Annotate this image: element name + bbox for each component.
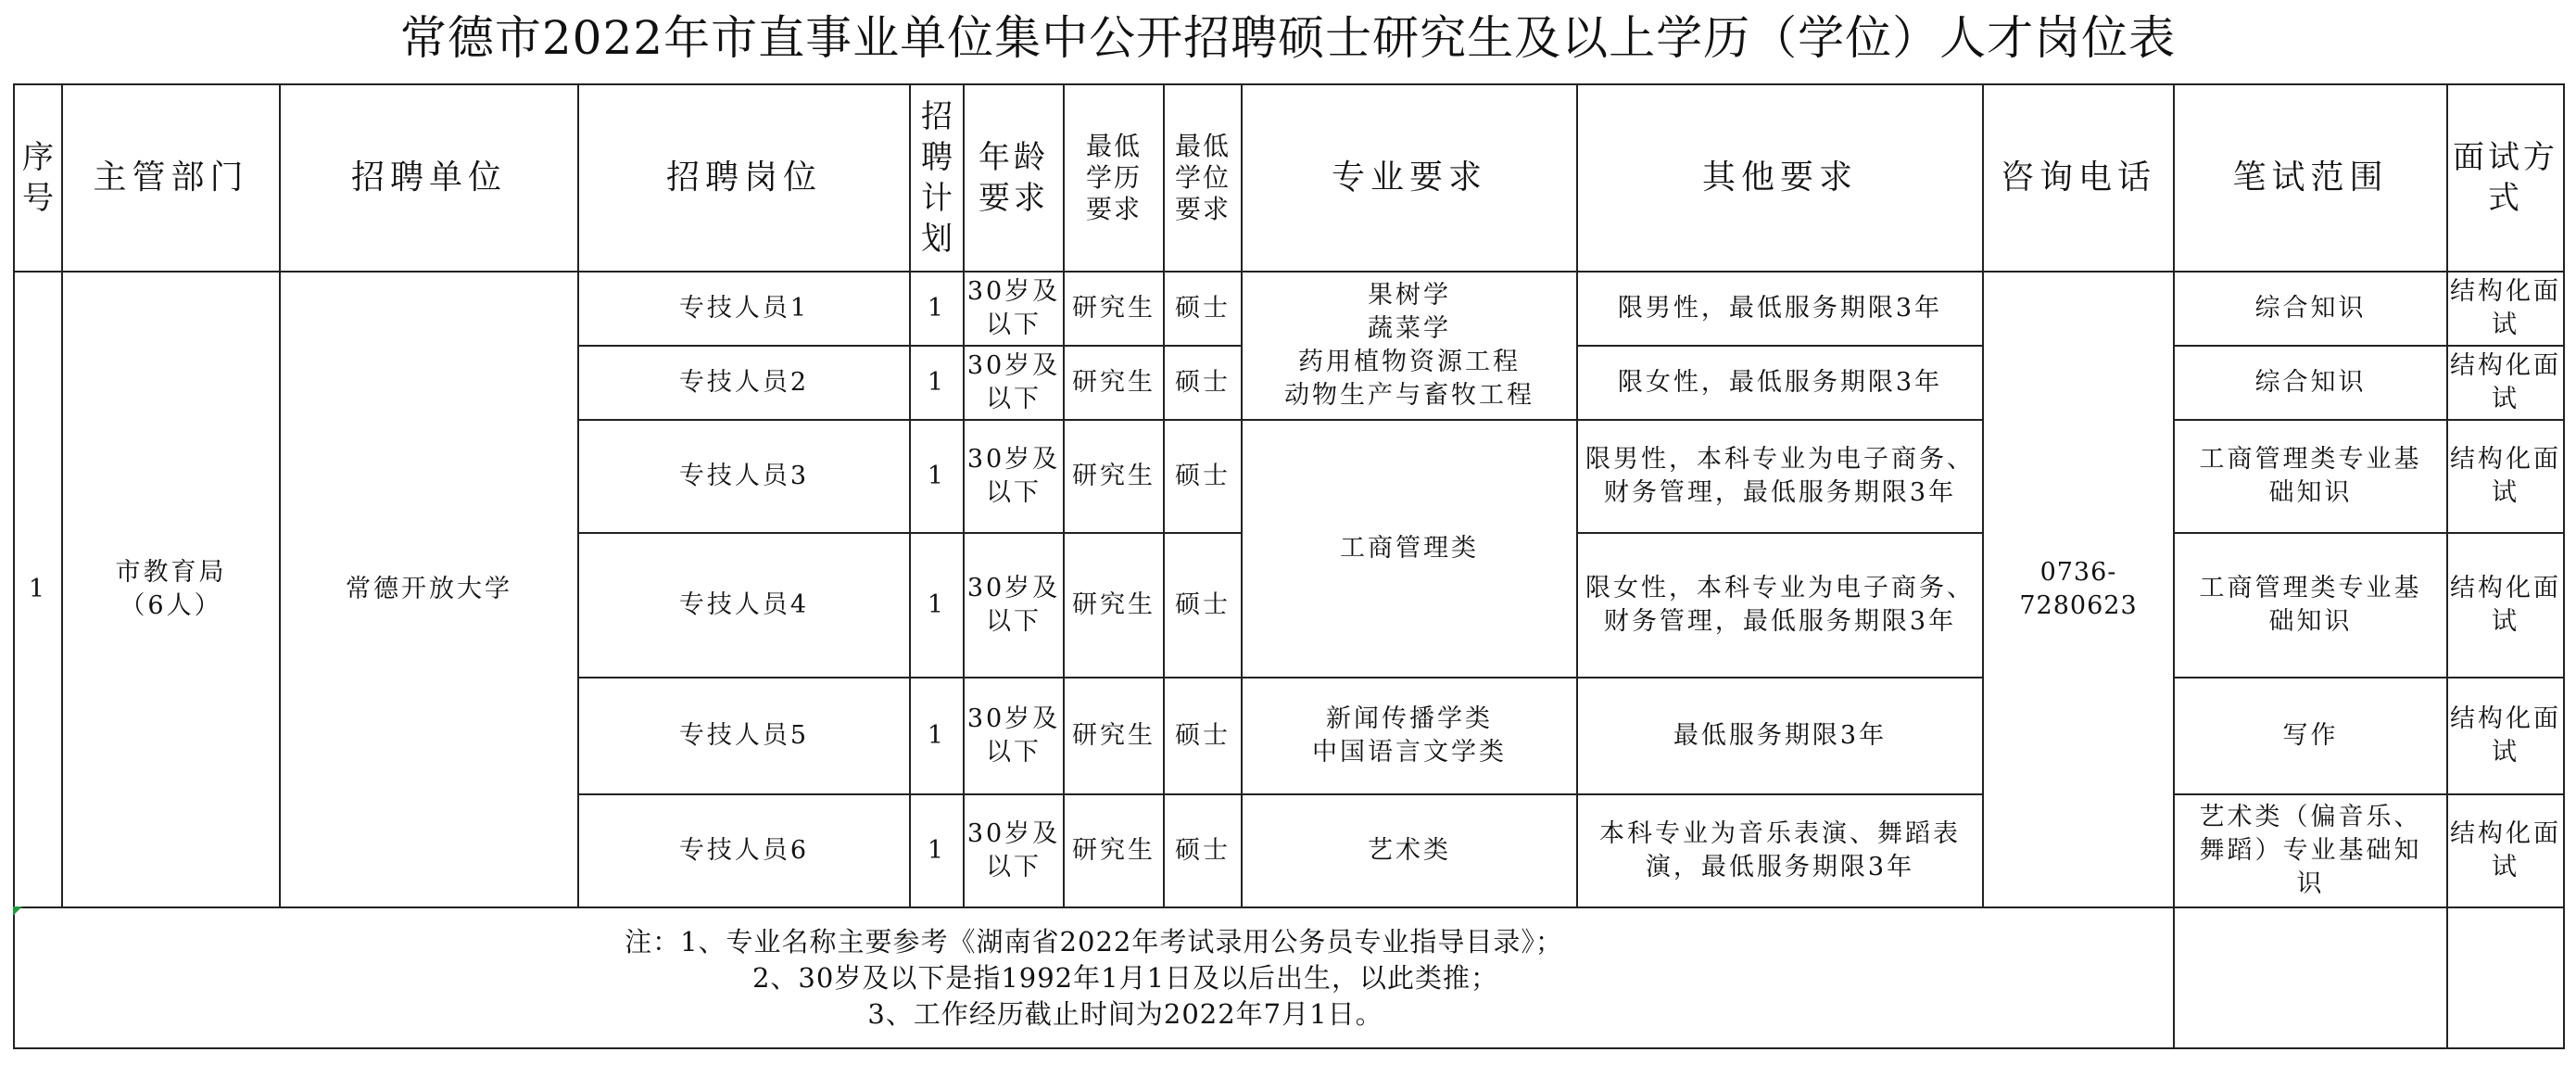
header-row [14, 84, 2564, 272]
exam-cell: 工商管理类专业基础知识 [2174, 420, 2447, 533]
interview-cell: 结构化面试 [2447, 678, 2564, 794]
header-seq: 序 号 [14, 84, 62, 272]
edu-cell: 研究生 [1064, 794, 1164, 907]
phone-cell: 0736-7280623 [1983, 272, 2174, 907]
header-edu: 最低 学历 要求 [1064, 84, 1164, 272]
dept-name: 市教育局 [115, 558, 227, 587]
notes-row [14, 907, 2564, 1048]
other-cell: 本科专业为音乐表演、舞蹈表演，最低服务期限3年 [1577, 794, 1983, 907]
header-phone: 咨询电话 [1983, 84, 2174, 272]
group-seq: 1 [14, 272, 62, 907]
header-exam: 笔试范围 [2174, 84, 2447, 272]
age-cell: 30岁及 以下 [964, 533, 1064, 678]
note-2: 2、30岁及以下是指1992年1月1日及以后出生，以此类推； [751, 961, 1499, 994]
interview-cell: 结构化面试 [2447, 420, 2564, 533]
plan-cell: 1 [910, 272, 964, 346]
notes-empty-exam [2174, 907, 2447, 1048]
degree-cell: 硕士 [1164, 272, 1242, 346]
post-cell: 专技人员3 [578, 420, 910, 533]
major-cell: 新闻传播学类 中国语言文学类 [1242, 678, 1577, 794]
plan-cell: 1 [910, 346, 964, 420]
age-cell: 30岁及 以下 [964, 272, 1064, 346]
note-1: 注：1、专业名称主要参考《湖南省2022年考试录用公务员专业指导目录》； [625, 925, 1563, 957]
degree-cell: 硕士 [1164, 420, 1242, 533]
header-plan: 招 聘 计 划 [910, 84, 964, 272]
notes-empty-interview [2447, 907, 2564, 1048]
post-cell: 专技人员5 [578, 678, 910, 794]
degree-cell: 硕士 [1164, 794, 1242, 907]
exam-cell: 综合知识 [2174, 272, 2447, 346]
plan-cell: 1 [910, 678, 964, 794]
header-age: 年龄 要求 [964, 84, 1064, 272]
major-cell: 果树学 蔬菜学 药用植物资源工程 动物生产与畜牧工程 [1242, 272, 1577, 420]
plan-cell: 1 [910, 794, 964, 907]
header-degree: 最低 学位 要求 [1164, 84, 1242, 272]
age-cell: 30岁及 以下 [964, 346, 1064, 420]
recruitment-table [13, 83, 2565, 1049]
other-cell: 限男性，最低服务期限3年 [1577, 272, 1983, 346]
other-cell: 限男性，本科专业为电子商务、财务管理，最低服务期限3年 [1577, 420, 1983, 533]
notes-cell [14, 907, 2174, 1048]
plan-cell: 1 [910, 420, 964, 533]
exam-cell: 写作 [2174, 678, 2447, 794]
cell-error-marker [13, 907, 22, 916]
interview-cell: 结构化面试 [2447, 533, 2564, 678]
age-cell: 30岁及 以下 [964, 420, 1064, 533]
exam-cell: 综合知识 [2174, 346, 2447, 420]
degree-cell: 硕士 [1164, 533, 1242, 678]
age-cell: 30岁及 以下 [964, 678, 1064, 794]
major-cell: 工商管理类 [1242, 420, 1577, 678]
post-cell: 专技人员2 [578, 346, 910, 420]
edu-cell: 研究生 [1064, 678, 1164, 794]
edu-cell: 研究生 [1064, 420, 1164, 533]
post-cell: 专技人员6 [578, 794, 910, 907]
major-cell: 艺术类 [1242, 794, 1577, 907]
exam-cell: 艺术类（偏音乐、舞蹈）专业基础知识 [2174, 794, 2447, 907]
note-3: 3、工作经历截止时间为2022年7月1日。 [867, 997, 1383, 1030]
other-cell: 最低服务期限3年 [1577, 678, 1983, 794]
header-interview: 面试方 式 [2447, 84, 2564, 272]
group-unit: 常德开放大学 [280, 272, 578, 907]
dept-count: （6人） [120, 591, 222, 620]
interview-cell: 结构化面试 [2447, 794, 2564, 907]
header-major: 专业要求 [1242, 84, 1577, 272]
edu-cell: 研究生 [1064, 533, 1164, 678]
other-cell: 限女性，最低服务期限3年 [1577, 346, 1983, 420]
table-row [14, 272, 2564, 346]
interview-cell: 结构化面试 [2447, 346, 2564, 420]
edu-cell: 研究生 [1064, 346, 1164, 420]
header-dept: 主管部门 [62, 84, 280, 272]
header-unit: 招聘单位 [280, 84, 578, 272]
exam-cell: 工商管理类专业基础知识 [2174, 533, 2447, 678]
header-other: 其他要求 [1577, 84, 1983, 272]
plan-cell: 1 [910, 533, 964, 678]
interview-cell: 结构化面试 [2447, 272, 2564, 346]
degree-cell: 硕士 [1164, 678, 1242, 794]
degree-cell: 硕士 [1164, 346, 1242, 420]
other-cell: 限女性，本科专业为电子商务、财务管理，最低服务期限3年 [1577, 533, 1983, 678]
header-post: 招聘岗位 [578, 84, 910, 272]
age-cell: 30岁及 以下 [964, 794, 1064, 907]
page-title: 常德市2022年市直事业单位集中公开招聘硕士研究生及以上学历（学位）人才岗位表 [399, 11, 2177, 65]
group-dept [62, 272, 280, 907]
post-cell: 专技人员4 [578, 533, 910, 678]
post-cell: 专技人员1 [578, 272, 910, 346]
edu-cell: 研究生 [1064, 272, 1164, 346]
